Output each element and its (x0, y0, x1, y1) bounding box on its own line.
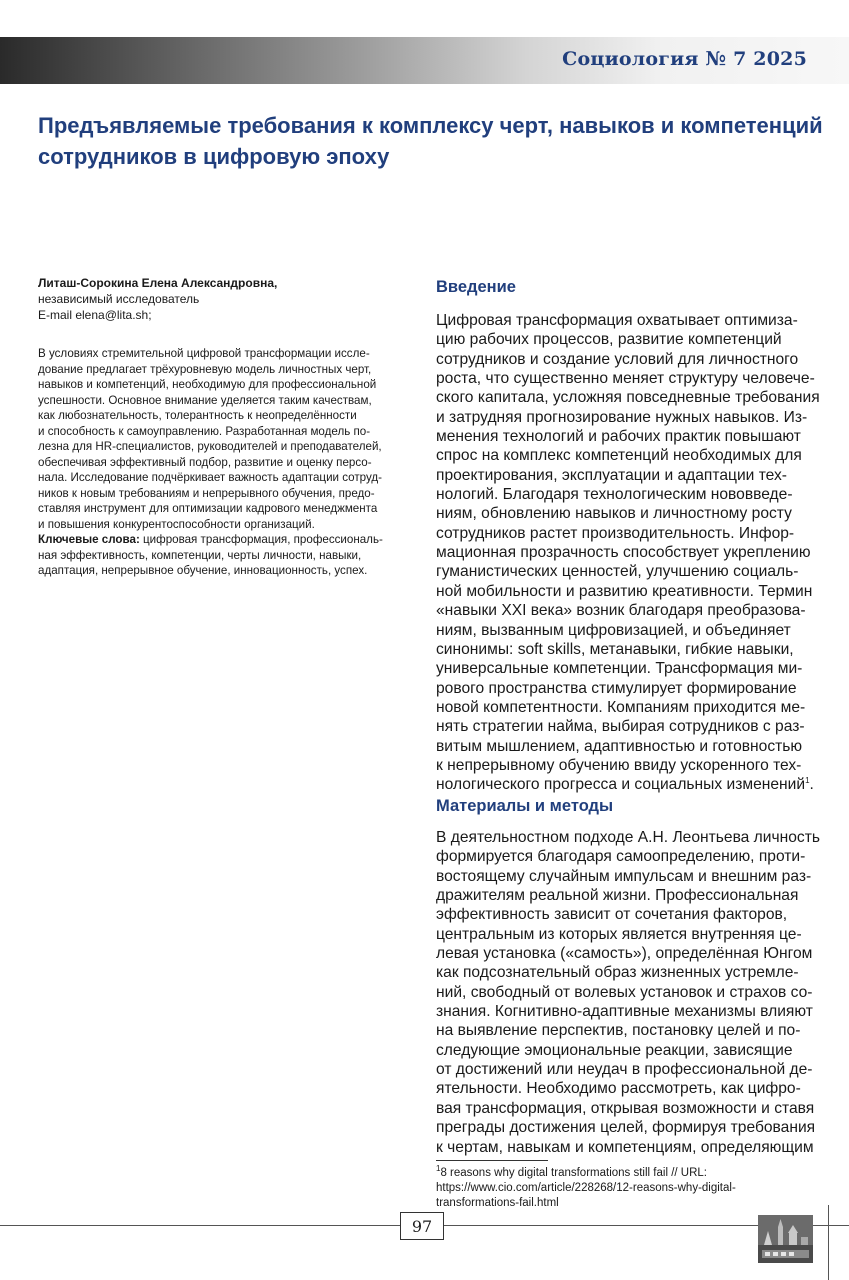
keywords (38, 532, 410, 579)
footnote-line[interactable]: https://www.cio.com/article/228268/12-reasons-why-digital- (436, 1182, 736, 1194)
body-line: мационная прозрачность способствует укреплению (436, 544, 811, 562)
body-line: нологий. Благодаря технологическим нововведе- (436, 486, 793, 504)
body-line: сотрудников и создание условий для личностного (436, 350, 799, 368)
body-line: от достижений или неудач в профессиональной де- (436, 1061, 813, 1079)
footnote-text: 8 reasons why digital transformations still fail // URL: (440, 1167, 707, 1179)
abstract-line: лезна для HR-специалистов, руководителей и преподавателей, (38, 440, 382, 453)
body-line: проектирования, эксплуатации и адаптации тех- (436, 466, 787, 484)
body-line: универсальные компетенции. Трансформация ми- (436, 660, 803, 678)
abstract-line: обеспечивая эффективный подбор, развитие и оценку персо- (38, 455, 372, 469)
body-line: знания. Когнитивно-адаптивные механизмы влияют (436, 1003, 813, 1021)
abstract-line: навыков и компетенций, необходимую для профессиональной (38, 378, 377, 391)
keywords-line: ная эффективность, компетенции, черты личности, навыки, (38, 548, 362, 562)
author-role: независимый исследователь (38, 292, 200, 306)
footnote-line (436, 1166, 808, 1181)
body-line: левая установка («самость»), определённая Юнгом (436, 945, 813, 963)
methods-text (436, 828, 820, 1157)
body-line: сотрудников растет производительность. Инфор- (436, 524, 795, 542)
body-line: эффективность зависит от сочетания факторов, (436, 906, 788, 924)
keywords-line (38, 532, 410, 548)
body-line: следующие эмоциональные реакции, зависящие (436, 1041, 793, 1059)
footnote-divider (436, 1160, 548, 1161)
keywords-label: Ключевые слова: (38, 533, 140, 546)
body-line: ниям, обновлению навыков и личностному росту (436, 505, 792, 523)
title-line: сотрудников в цифровую эпоху (38, 144, 390, 169)
abstract-line: ставляя инструмент для оптимизации кадрового менеджмента (38, 502, 378, 515)
abstract (38, 346, 410, 532)
author-block (38, 275, 413, 323)
body-line: ний, свободный от волевых установок и страхов со- (436, 983, 813, 1001)
page-number: 97 (400, 1212, 444, 1240)
body-line: «навыки XXI века» возник благодаря преобразова- (436, 602, 806, 620)
body-line: роста, что существенно меняет структуру человече- (436, 370, 815, 388)
footnote-marker: 1 (436, 1164, 441, 1174)
body-line: и затрудняя прогнозирование нужных навыков. Из- (436, 408, 808, 426)
body-line: рового пространства стимулирует формирование (436, 679, 797, 697)
abstract-line: нала. Исследование подчёркивает важность адаптации сотруд- (38, 471, 383, 484)
footnote-ref[interactable]: 1 (805, 776, 810, 786)
author-name: Литаш-Сорокина Елена Александровна, (38, 276, 278, 290)
body-line: цию рабочих процессов, развитие компетенций (436, 331, 782, 349)
abstract-line: ников к новым требованиям и непрерывного обучения, предо- (38, 486, 375, 500)
footnote-line[interactable]: transformations-fail.html (436, 1197, 559, 1209)
body-line: синонимы: soft skills, метанавыки, гибкие навыки, (436, 640, 794, 658)
corner-rule (828, 1205, 829, 1280)
section-heading-methods: Материалы и методы (436, 797, 614, 815)
abstract-line: и способность к самоуправлению. Разработанная модель по- (38, 424, 371, 438)
body-line: центральным из которых является внутренняя це- (436, 925, 802, 943)
abstract-line: дование предлагает трёхуровневую модель личностных черт, (38, 362, 372, 376)
body-line: ной мобильности и развитию креативности. Термин (436, 582, 813, 600)
abstract-line: и повышения конкурентоспособности организаций. (38, 517, 315, 531)
body-line: новой компетентности. Компаниям приходится ме- (436, 698, 806, 716)
section-heading-intro: Введение (436, 278, 516, 296)
body-line: к непрерывному обучению ввиду ускоренного тех- (436, 756, 802, 774)
body-line (436, 775, 814, 794)
title-line: Предъявляемые требования к комплексу черт, навыков и компетенций (38, 113, 823, 138)
body-line: востоящему случайным импульсам и внешним раз- (436, 867, 812, 885)
body-line: преграды достижения целей, формируя требования (436, 1119, 816, 1137)
abstract-line: В условиях стремительной цифровой трансформации иссле- (38, 347, 370, 360)
body-line: формируется благодаря самоопределению, проти- (436, 848, 806, 866)
body-line: нять стратегии найма, выбирая сотрудников с раз- (436, 718, 805, 736)
body-line: В деятельностном подходе А.Н. Леонтьева личность (436, 829, 820, 846)
body-line: гуманистических ценностей, улучшению социаль- (436, 563, 799, 581)
body-line-text: нологического прогресса и социальных изменений (436, 776, 806, 794)
footnote (436, 1166, 808, 1211)
abstract-line: успешности. Основное внимание уделяется таким качествам, (38, 393, 372, 407)
publisher-logo-icon (758, 1215, 813, 1263)
body-line: как подсознательный образ жизненных устремле- (436, 964, 799, 982)
body-line-punct: . (809, 776, 814, 794)
body-line: менения технологий и рабочих практик повышают (436, 428, 801, 446)
abstract-line: как любознательность, толерантность к неопределённости (38, 409, 357, 422)
article-title (38, 110, 823, 172)
body-line: ского капитала, усложняя повседневные требования (436, 389, 820, 407)
body-line: ниям, вызванным цифровизацией, и объединяет (436, 621, 791, 639)
keywords-text: цифровая трансформация, профессиональ- (139, 533, 383, 546)
body-line: ятельности. Необходимо рассмотреть, как цифро- (436, 1080, 801, 1098)
body-line: к чертам, навыкам и компетенциям, определяющим (436, 1138, 814, 1156)
body-line: Цифровая трансформация охватывает оптимиза- (436, 312, 798, 329)
journal-title: Социология № 7 2025 (562, 48, 807, 70)
body-line: витым мышлением, адаптивностью и готовностью (436, 737, 803, 755)
intro-text (436, 311, 820, 795)
author-email: E-mail elena@lita.sh; (38, 308, 152, 322)
body-line: дражителям реальной жизни. Профессиональная (436, 887, 799, 905)
body-line: спрос на комплекс компетенций необходимых для (436, 447, 802, 465)
body-line: на выявление перспектив, постановку целей и по- (436, 1022, 801, 1040)
body-line: вая трансформация, открывая возможности и ставя (436, 1099, 815, 1117)
keywords-line: адаптация, непрерывное обучение, инновационность, успех. (38, 564, 368, 577)
